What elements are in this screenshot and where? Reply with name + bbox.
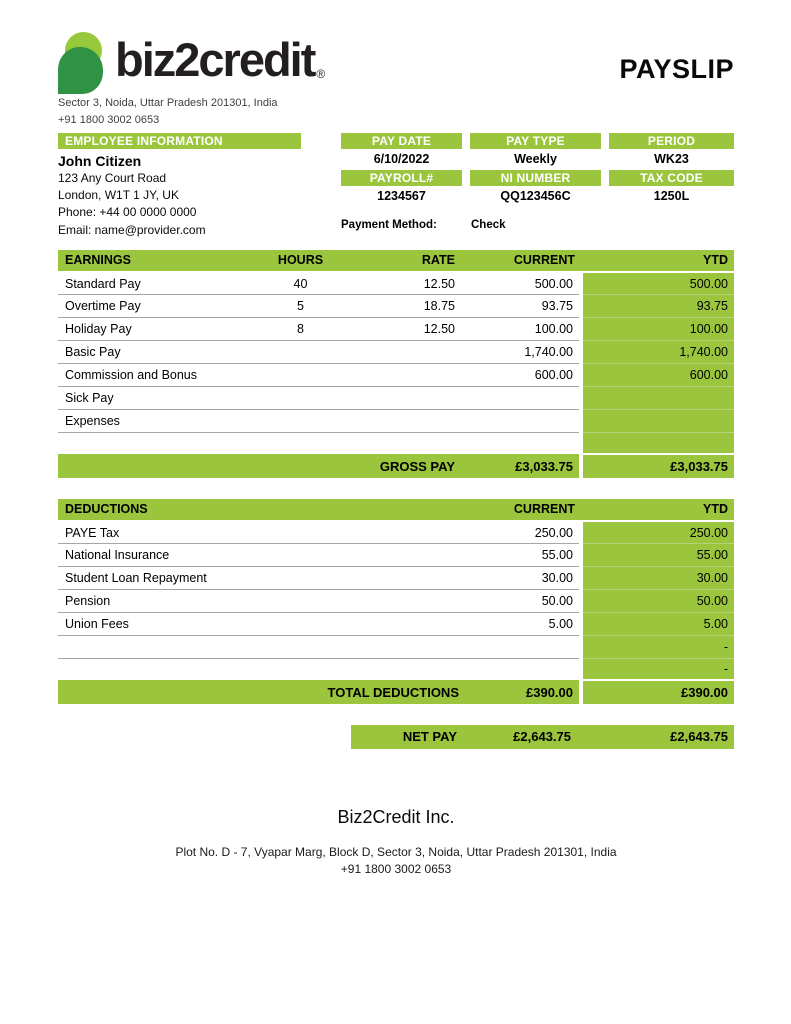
gross-pay-current: £3,033.75	[461, 454, 581, 478]
earnings-row	[58, 410, 734, 433]
logo-wordmark-wrap	[115, 30, 325, 90]
deductions-header-name: DEDUCTIONS	[58, 499, 461, 521]
deductions-row	[58, 567, 734, 590]
earnings-header-current: CURRENT	[461, 250, 581, 272]
earnings-header-ytd: YTD	[581, 250, 734, 272]
header	[58, 30, 734, 94]
deduction-cell-ytd: 50.00	[581, 590, 734, 613]
earnings-cell-ytd: 600.00	[581, 364, 734, 387]
earnings-row	[58, 318, 734, 341]
company-phone: +91 1800 3002 0653	[58, 113, 160, 126]
earnings-cell-name: Expenses	[58, 410, 243, 433]
deductions-row	[58, 521, 734, 544]
deduction-cell-current	[461, 636, 581, 659]
earnings-cell-ytd	[581, 433, 734, 454]
deduction-cell-name: National Insurance	[58, 544, 461, 567]
deductions-row	[58, 613, 734, 636]
earnings-cell-hours	[243, 341, 358, 364]
earnings-row	[58, 341, 734, 364]
leaf-dark-icon	[58, 47, 103, 94]
earnings-cell-current: 600.00	[461, 364, 581, 387]
pay-info-grid	[341, 133, 734, 205]
employee-address-line2: London, W1T 1 JY, UK	[58, 188, 179, 203]
info-section	[58, 133, 734, 239]
gross-pay-ytd: £3,033.75	[581, 454, 734, 478]
earnings-cell-ytd	[581, 410, 734, 433]
earnings-header-name: EARNINGS	[58, 250, 243, 272]
net-pay-current: £2,643.75	[513, 729, 571, 745]
deduction-cell-current: 250.00	[461, 521, 581, 544]
deduction-cell-ytd: 250.00	[581, 521, 734, 544]
earnings-row	[58, 272, 734, 295]
earnings-cell-name: Standard Pay	[58, 272, 243, 295]
pay-type-value: Weekly	[514, 152, 557, 166]
earnings-cell-ytd: 1,740.00	[581, 341, 734, 364]
earnings-row	[58, 364, 734, 387]
earnings-cell-name	[58, 433, 243, 454]
deduction-cell-name: PAYE Tax	[58, 521, 461, 544]
footer-phone: +91 1800 3002 0653	[340, 861, 452, 876]
earnings-cell-ytd	[581, 387, 734, 410]
deductions-header-ytd: YTD	[581, 499, 734, 521]
deduction-cell-current: 5.00	[461, 613, 581, 636]
earnings-cell-hours	[243, 364, 358, 387]
ni-number-header: NI NUMBER	[470, 170, 601, 186]
earnings-cell-current	[461, 410, 581, 433]
earnings-cell-current	[461, 433, 581, 454]
payment-method-row	[341, 219, 734, 231]
earnings-cell-current: 500.00	[461, 272, 581, 295]
earnings-header-rate: RATE	[358, 250, 461, 272]
ni-number-value: QQ123456C	[500, 189, 571, 203]
earnings-header-hours: HOURS	[243, 250, 358, 272]
earnings-cell-current: 93.75	[461, 295, 581, 318]
pay-date-value: 6/10/2022	[373, 152, 430, 166]
employee-email: Email: name@provider.com	[58, 222, 206, 237]
deductions-header-row	[58, 499, 734, 521]
deduction-cell-current: 30.00	[461, 567, 581, 590]
net-pay-bar	[351, 725, 734, 749]
deduction-cell-name: Union Fees	[58, 613, 461, 636]
period-value: WK23	[654, 152, 689, 166]
total-deductions-row	[58, 680, 734, 704]
tax-code-header: TAX CODE	[609, 170, 734, 186]
earnings-table	[58, 250, 734, 478]
net-pay-label: NET PAY	[402, 729, 457, 745]
earnings-cell-hours	[243, 433, 358, 454]
company-address	[58, 95, 734, 128]
earnings-cell-hours: 5	[243, 295, 358, 318]
total-deductions-label: TOTAL DEDUCTIONS	[58, 680, 461, 704]
payroll-number-header: PAYROLL#	[341, 170, 462, 186]
earnings-cell-name: Sick Pay	[58, 387, 243, 410]
earnings-cell-current	[461, 387, 581, 410]
logo-wordmark: biz2credit	[115, 33, 315, 86]
deductions-row	[58, 590, 734, 613]
company-address-line1: Sector 3, Noida, Uttar Pradesh 201301, India	[58, 97, 278, 109]
earnings-header-row	[58, 250, 734, 272]
deduction-cell-current: 55.00	[461, 544, 581, 567]
earnings-cell-rate: 12.50	[358, 272, 461, 295]
deductions-empty-row	[58, 659, 734, 680]
payment-method-label: Payment Method:	[341, 219, 437, 231]
gross-pay-row	[58, 454, 734, 478]
earnings-empty-row	[58, 433, 734, 454]
earnings-row	[58, 387, 734, 410]
footer-company-name: Biz2Credit Inc.	[337, 806, 455, 827]
deduction-cell-ytd: -	[581, 659, 734, 680]
pay-date-header: PAY DATE	[341, 133, 462, 149]
earnings-cell-ytd: 500.00	[581, 272, 734, 295]
employee-information	[58, 133, 341, 239]
earnings-cell-rate: 18.75	[358, 295, 461, 318]
earnings-cell-rate	[358, 410, 461, 433]
pay-type-header: PAY TYPE	[470, 133, 601, 149]
earnings-cell-rate	[358, 341, 461, 364]
deduction-cell-name: Pension	[58, 590, 461, 613]
earnings-cell-hours	[243, 410, 358, 433]
footer-address-line: Plot No. D - 7, Vyapar Marg, Block D, Sector 3, Noida, Uttar Pradesh 201301, India	[175, 844, 617, 859]
registered-trademark-icon: ®	[316, 67, 326, 81]
total-deductions-ytd: £390.00	[581, 680, 734, 704]
tax-code-value: 1250L	[653, 189, 690, 203]
brand	[58, 30, 325, 94]
deductions-table	[58, 499, 734, 704]
earnings-cell-ytd: 100.00	[581, 318, 734, 341]
earnings-cell-rate	[358, 364, 461, 387]
employee-information-header: EMPLOYEE INFORMATION	[58, 133, 301, 149]
deduction-cell-ytd: 55.00	[581, 544, 734, 567]
deduction-cell-ytd: 5.00	[581, 613, 734, 636]
earnings-cell-hours: 40	[243, 272, 358, 295]
deduction-cell-name	[58, 659, 461, 680]
period-header: PERIOD	[609, 133, 734, 149]
earnings-cell-rate: 12.50	[358, 318, 461, 341]
earnings-cell-hours	[243, 387, 358, 410]
net-pay-ytd: £2,643.75	[670, 729, 728, 745]
footer-address	[58, 844, 734, 878]
earnings-cell-hours: 8	[243, 318, 358, 341]
biz2credit-logo-icon	[58, 30, 108, 94]
employee-address-line1: 123 Any Court Road	[58, 171, 167, 185]
employee-name: John Citizen	[58, 153, 142, 169]
deduction-cell-ytd: 30.00	[581, 567, 734, 590]
earnings-cell-name: Holiday Pay	[58, 318, 243, 341]
footer	[58, 806, 734, 878]
gross-pay-label: GROSS PAY	[58, 454, 461, 478]
deduction-cell-current: 50.00	[461, 590, 581, 613]
employee-phone: Phone: +44 00 0000 0000	[58, 205, 197, 220]
payment-method-value: Check	[471, 219, 506, 231]
deductions-row	[58, 544, 734, 567]
deduction-cell-name: Student Loan Repayment	[58, 567, 461, 590]
payroll-number-value: 1234567	[377, 189, 426, 203]
earnings-cell-rate	[358, 387, 461, 410]
earnings-cell-ytd: 93.75	[581, 295, 734, 318]
earnings-cell-current: 100.00	[461, 318, 581, 341]
deduction-cell-name	[58, 636, 461, 659]
earnings-cell-current: 1,740.00	[461, 341, 581, 364]
earnings-cell-rate	[358, 433, 461, 454]
earnings-cell-name: Commission and Bonus	[58, 364, 243, 387]
total-deductions-current: £390.00	[461, 680, 581, 704]
earnings-cell-name: Overtime Pay	[58, 295, 243, 318]
page-title: PAYSLIP	[619, 53, 734, 84]
deduction-cell-current	[461, 659, 581, 680]
deductions-empty-row	[58, 636, 734, 659]
earnings-row	[58, 295, 734, 318]
deduction-cell-ytd: -	[581, 636, 734, 659]
pay-info	[341, 133, 734, 239]
earnings-cell-name: Basic Pay	[58, 341, 243, 364]
deductions-header-current: CURRENT	[461, 499, 581, 521]
